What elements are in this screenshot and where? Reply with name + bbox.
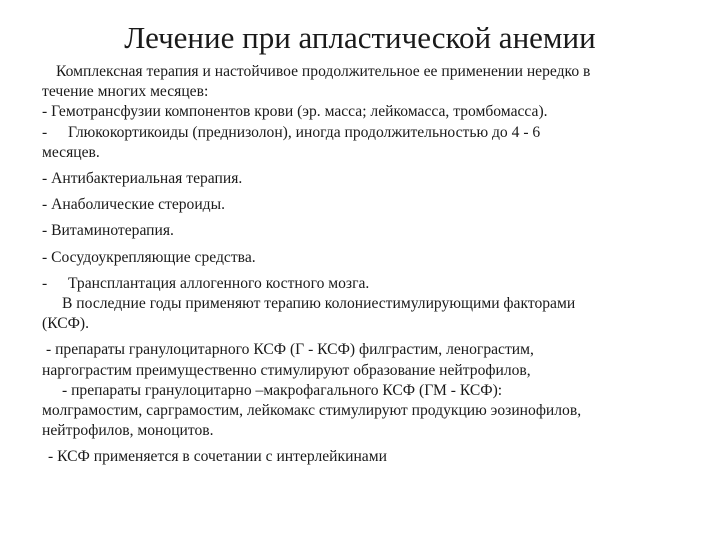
- text-line: молграмостим, сарграмостим, лейкомакс стимулируют продукцию эозинофилов,: [42, 402, 582, 420]
- text-line: Комплексная терапия и настойчивое продолжительное ее применении нередко в: [56, 63, 591, 80]
- text-line: - Анаболические стероиды.: [42, 196, 225, 214]
- text-line: течение многих месяцев:: [42, 83, 209, 101]
- text-line: - Витаминотерапия.: [42, 222, 174, 240]
- text-line: нейтрофилов, моноцитов.: [42, 422, 214, 440]
- text-line: (КСФ).: [42, 315, 90, 333]
- slide-body: [42, 62, 694, 468]
- text-line: - препараты гранулоцитарного КСФ (Г - КСФ) филграстим, ленограстим,: [46, 341, 534, 359]
- text-line: - КСФ применяется в сочетании с интерлейкинами: [48, 448, 387, 466]
- text-line: - Антибактериальная терапия.: [42, 170, 243, 188]
- list-dash: -: [42, 274, 48, 292]
- text-line: - Сосудоукрепляющие средства.: [42, 248, 256, 266]
- text-line: [42, 274, 694, 294]
- text-line: В последние годы применяют терапию колониестимулирующими факторами: [62, 295, 576, 313]
- text-line: - препараты гранулоцитарно –макрофагального КСФ (ГМ - КСФ):: [62, 381, 503, 399]
- text-line-content: Глюкокортикоиды (преднизолон), иногда продолжительностью до 4 - 6: [68, 123, 541, 141]
- text-line: [42, 123, 694, 143]
- text-line: месяцев.: [42, 143, 100, 161]
- text-line: наргограстим преимущественно стимулируют образование нейтрофилов,: [42, 361, 531, 379]
- list-dash: -: [42, 123, 48, 141]
- slide-title: Лечение при апластической анемии: [124, 20, 596, 55]
- text-line: - Гемотрансфузии компонентов крови (эр. масса; лейкомасса, тромбомасса).: [42, 103, 548, 121]
- text-line-content: Трансплантация аллогенного костного мозга.: [68, 274, 370, 292]
